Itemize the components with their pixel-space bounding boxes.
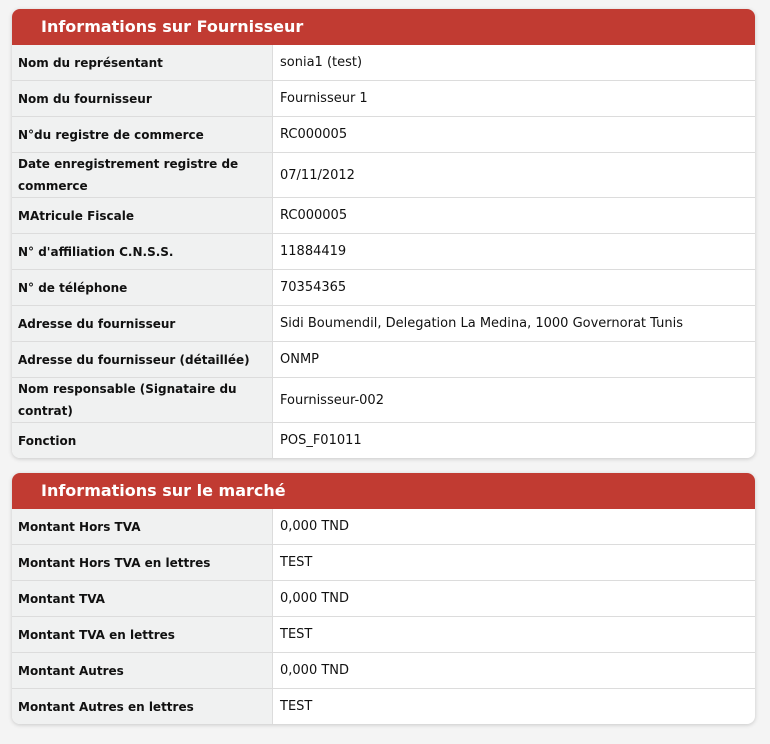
row-value: 0,000 TND [280,519,350,534]
row-label: Nom du fournisseur [12,81,273,117]
table-row [12,653,755,689]
marche-card [12,473,755,724]
table-row [12,423,755,459]
fournisseur-table [12,45,755,458]
row-value: TEST [273,545,756,581]
row-value: ONMP [273,342,756,378]
row-label: Montant Hors TVA [12,509,273,545]
row-value: Sidi Boumendil, Delegation La Medina, 1000 Governorat Tunis [273,306,756,342]
row-label: N° d'affiliation C.N.S.S. [12,234,273,270]
row-value: TEST [273,689,756,725]
row-label: Adresse du fournisseur (détaillée) [12,342,273,378]
row-label: Montant TVA [12,581,273,617]
fournisseur-card [12,9,755,458]
row-label: MAtricule Fiscale [12,198,273,234]
row-label: N°du registre de commerce [12,117,273,153]
table-row [12,342,755,378]
row-value: Fournisseur 1 [273,81,756,117]
marche-card-title: Informations sur le marché [12,473,755,509]
table-row [12,617,755,653]
row-label: Montant TVA en lettres [12,617,273,653]
row-value: RC000005 [273,198,756,234]
row-label: Fonction [12,423,273,459]
row-label: Adresse du fournisseur [12,306,273,342]
row-value: POS_F01011 [273,423,756,459]
marche-table [12,509,755,724]
table-row [12,689,755,725]
row-value: Fournisseur-002 [273,378,756,423]
table-row [12,509,755,545]
row-label: N° de téléphone [12,270,273,306]
row-label: Nom responsable (Signataire du contrat) [12,378,273,423]
table-row [12,234,755,270]
table-row [12,45,755,81]
fournisseur-card-title: Informations sur Fournisseur [12,9,755,45]
table-row [12,153,755,198]
row-value: 0,000 TND [273,653,756,689]
table-row [12,117,755,153]
row-value: 07/11/2012 [273,153,756,198]
row-value: 70354365 [273,270,756,306]
row-label: Montant Hors TVA en lettres [12,545,273,581]
row-value: RC000005 [273,117,756,153]
table-row [12,378,755,423]
table-row [12,81,755,117]
table-row [12,306,755,342]
row-label: Montant Autres en lettres [12,689,273,725]
table-row [12,198,755,234]
row-value: 0,000 TND [273,581,756,617]
row-label: Date enregistrement registre de commerce [12,153,273,198]
table-row [12,581,755,617]
row-label: Montant Autres [12,653,273,689]
table-row [12,545,755,581]
row-value: 11884419 [273,234,756,270]
row-value: sonia1 (test) [280,55,363,70]
row-value: TEST [273,617,756,653]
table-row [12,270,755,306]
row-label: Nom du représentant [12,45,273,81]
